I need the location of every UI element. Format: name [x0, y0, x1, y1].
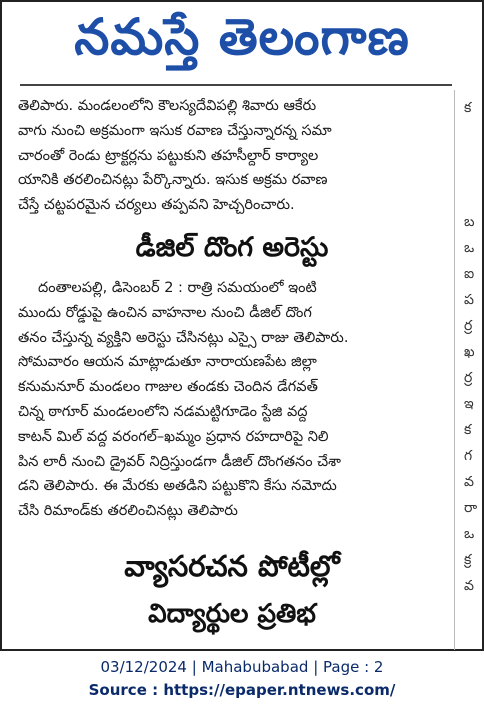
text-line: తెలిపారు. మండలంలోని కౌలస్యదేవిపల్లి శివారు ఆకేరు [18, 98, 317, 114]
text-line: కాటన్ మిల్ వద్ద వరంగల్–ఖమ్మం ప్రధాన రహదారిపై నిలి [18, 428, 329, 445]
footer-page: Page : 2 [323, 658, 384, 676]
footer-meta [0, 655, 484, 679]
source-label: Source : [88, 681, 164, 699]
clipping-footer [0, 655, 484, 701]
side-glyph: ఖ [464, 344, 475, 360]
side-glyph: ఒ [464, 240, 475, 256]
article-headline: డీజిల్ దొంగ అరెస్టు [135, 231, 329, 263]
article-column [18, 94, 446, 654]
footer-separator: | [313, 658, 319, 676]
masthead-logo: నమస్తే తెలంగాణ [74, 7, 410, 66]
footer-source [0, 679, 484, 701]
side-glyph: వ [464, 578, 474, 594]
text-line: దంతాలపల్లి, డిసెంబర్ 2 : రాత్రి సమయంలో ఇంటి [38, 279, 317, 296]
side-glyph: ఇ [464, 396, 474, 412]
text-line: తనం చేస్తున్న వ్యక్తిని అరెస్టు చేసినట్లు ఎస్సై రాజు తెలిపారు. [18, 329, 349, 346]
second-headline: వ్యాసరచన పోటీల్లో [124, 548, 340, 583]
text-line: సోమవారం ఆయన మాట్లాడుతూ నారాయణపేట జిల్లా [18, 354, 317, 371]
side-glyph: ర్ర [464, 370, 473, 386]
masthead-divider [20, 84, 452, 86]
adjacent-column-edge [462, 94, 484, 650]
cut-off-headline-text: విద్యార్థుల ప్రతిభ [148, 598, 316, 629]
side-glyph: వ [464, 474, 474, 490]
intro-paragraph [18, 94, 446, 218]
side-glyph: క్ర [464, 552, 472, 568]
source-link[interactable]: https://epaper.ntnews.com/ [163, 681, 396, 699]
text-line: వాగు నుంచి అక్రమంగా ఇసుక రవాణ చేస్తున్నారన్న సమా [18, 122, 332, 139]
cut-off-headline [18, 594, 446, 629]
column-divider [454, 90, 455, 650]
side-glyph: ఒ [464, 526, 475, 542]
text-line: కనుమనూర్ మండలం గాజుల తండకు చెందిన డేగవత్ [18, 379, 318, 396]
text-line: చేసి రిమాండ్‌కు తరలించినట్లు తెలిపారు [18, 503, 238, 520]
side-glyph: క [464, 100, 472, 116]
footer-edition: Mahabubabad [201, 658, 309, 676]
masthead [2, 4, 482, 82]
side-glyph: ప [464, 292, 474, 308]
text-line: యానికి తరలించినట్లు పేర్కొన్నారు. ఇసుక అక్రమ రవాణ [18, 172, 328, 189]
text-line: పిన లారీ నుంచి డ్రైవర్ నిద్రిస్తుండగా డీజిల్ దొంగతనం చేశా [18, 453, 341, 470]
footer-separator: | [191, 658, 197, 676]
text-line: ముందు రోడ్డుపై ఉంచిన వాహనాల నుంచి డీజిల్ దొంగ [18, 304, 312, 321]
text-line: డని తెలిపారు. ఈ మేరకు అతడిని పట్టుకొని కేసు నమోదు [18, 478, 337, 495]
side-glyph: ఐ [464, 266, 475, 282]
side-glyph: క [464, 422, 472, 438]
side-glyph: రా [464, 500, 478, 516]
side-glyph: గ [464, 448, 473, 464]
text-line: చారంతో రెండు ట్రాక్టర్లను పట్టుకుని తహసీల్దార్ కార్యాల [18, 147, 319, 164]
side-glyph: బ [464, 214, 475, 230]
article-body [18, 276, 446, 524]
text-line: చిన్న ఠాగూర్ మండలంలోని నడమట్టిగూడెం స్టేజి వద్ద [18, 403, 308, 420]
text-line: చేస్తే చట్టపరమైన చర్యలు తప్పవని హెచ్చరించారు. [18, 197, 295, 214]
footer-date: 03/12/2024 [100, 658, 187, 676]
side-glyph: ర్ర [464, 318, 473, 334]
